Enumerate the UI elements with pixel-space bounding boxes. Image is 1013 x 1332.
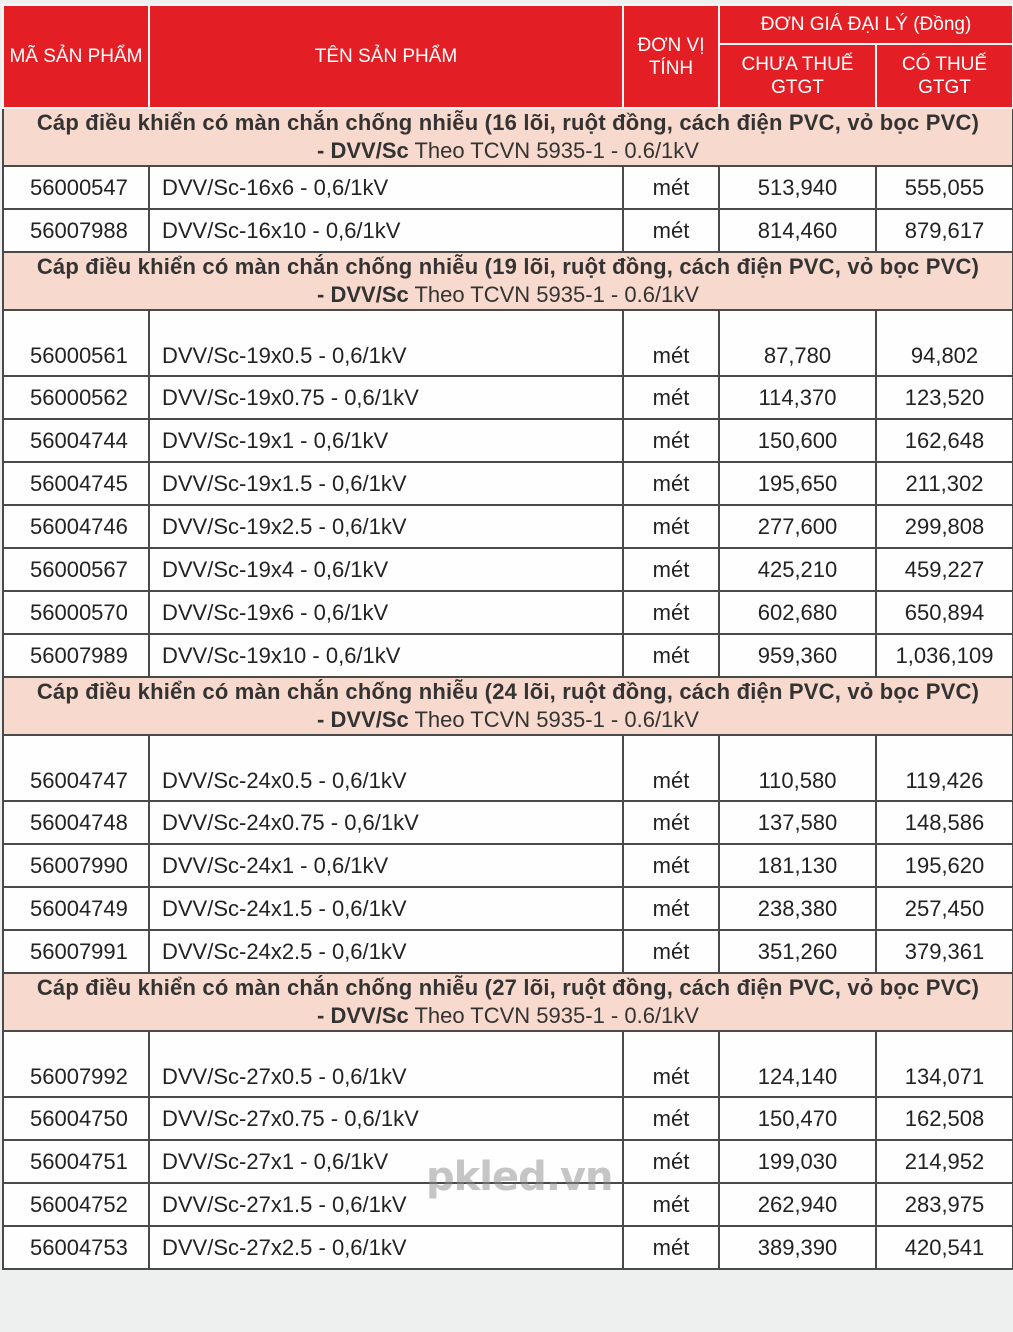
price-pre-tax: 150,470: [719, 1097, 876, 1140]
product-unit: mét: [623, 1031, 719, 1097]
product-code: 56007992: [3, 1031, 149, 1097]
price-pre-tax: 181,130: [719, 844, 876, 887]
product-name: DVV/Sc-19x6 - 0,6/1kV: [149, 591, 623, 634]
price-with-tax: 214,952: [876, 1140, 1013, 1183]
product-unit: mét: [623, 930, 719, 973]
product-code: 56004744: [3, 419, 149, 462]
price-with-tax: 195,620: [876, 844, 1013, 887]
product-name: DVV/Sc-27x1 - 0,6/1kV: [149, 1140, 623, 1183]
table-row: [3, 310, 1013, 376]
header-code: MÃ SẢN PHẨM: [3, 5, 149, 108]
price-with-tax: 94,802: [876, 310, 1013, 376]
section-subtitle-standard: Theo TCVN 5935-1 - 0.6/1kV: [408, 138, 699, 163]
product-name: DVV/Sc-19x1 - 0,6/1kV: [149, 419, 623, 462]
price-with-tax: 257,450: [876, 887, 1013, 930]
header-with-tax: CÓ THUẾ GTGT: [876, 44, 1013, 108]
table-body: [3, 108, 1013, 1269]
product-code: 56007988: [3, 209, 149, 252]
section-subtitle-standard: Theo TCVN 5935-1 - 0.6/1kV: [408, 707, 699, 732]
price-pre-tax: 959,360: [719, 634, 876, 677]
product-name: DVV/Sc-24x2.5 - 0,6/1kV: [149, 930, 623, 973]
table-row: [3, 1031, 1013, 1097]
price-with-tax: 420,541: [876, 1226, 1013, 1269]
product-name: DVV/Sc-19x10 - 0,6/1kV: [149, 634, 623, 677]
price-with-tax: 379,361: [876, 930, 1013, 973]
section-header: [3, 252, 1013, 310]
product-code: 56000547: [3, 166, 149, 209]
product-unit: mét: [623, 505, 719, 548]
product-unit: mét: [623, 462, 719, 505]
product-unit: mét: [623, 1140, 719, 1183]
product-code: 56007990: [3, 844, 149, 887]
section-title-cell: [3, 973, 1013, 1031]
price-pre-tax: 602,680: [719, 591, 876, 634]
product-name: DVV/Sc-24x0.5 - 0,6/1kV: [149, 735, 623, 801]
product-unit: mét: [623, 634, 719, 677]
section-title-cell: [3, 677, 1013, 735]
section-title-cell: [3, 108, 1013, 166]
price-with-tax: 119,426: [876, 735, 1013, 801]
product-name: DVV/Sc-19x4 - 0,6/1kV: [149, 548, 623, 591]
price-pre-tax: 150,600: [719, 419, 876, 462]
price-pre-tax: 513,940: [719, 166, 876, 209]
table-row: [3, 634, 1013, 677]
section-subtitle: [4, 137, 1012, 165]
price-table: [2, 4, 1013, 1270]
product-name: DVV/Sc-27x0.5 - 0,6/1kV: [149, 1031, 623, 1097]
price-with-tax: 283,975: [876, 1183, 1013, 1226]
product-unit: mét: [623, 1226, 719, 1269]
section-title: Cáp điều khiển có màn chắn chống nhiễu (24 lõi, ruột đồng, cách điện PVC, vỏ bọc PVC): [36, 679, 980, 704]
price-pre-tax: 351,260: [719, 930, 876, 973]
product-code: 56004750: [3, 1097, 149, 1140]
product-unit: mét: [623, 801, 719, 844]
table-row: [3, 801, 1013, 844]
price-with-tax: 162,508: [876, 1097, 1013, 1140]
table-row: [3, 1097, 1013, 1140]
product-unit: mét: [623, 1183, 719, 1226]
price-with-tax: 459,227: [876, 548, 1013, 591]
product-unit: mét: [623, 376, 719, 419]
product-name: DVV/Sc-24x1.5 - 0,6/1kV: [149, 887, 623, 930]
table-row: [3, 166, 1013, 209]
section-title: Cáp điều khiển có màn chắn chống nhiễu (16 lõi, ruột đồng, cách điện PVC, vỏ bọc PVC): [36, 110, 980, 135]
product-name: DVV/Sc-16x6 - 0,6/1kV: [149, 166, 623, 209]
price-pre-tax: 277,600: [719, 505, 876, 548]
product-unit: mét: [623, 209, 719, 252]
product-code: 56004751: [3, 1140, 149, 1183]
product-code: 56004752: [3, 1183, 149, 1226]
price-with-tax: 1,036,109: [876, 634, 1013, 677]
product-code: 56004745: [3, 462, 149, 505]
product-unit: mét: [623, 548, 719, 591]
price-pre-tax: 425,210: [719, 548, 876, 591]
section-header: [3, 677, 1013, 735]
section-subtitle-standard: Theo TCVN 5935-1 - 0.6/1kV: [408, 1003, 699, 1028]
product-name: DVV/Sc-27x2.5 - 0,6/1kV: [149, 1226, 623, 1269]
product-name: DVV/Sc-19x0.5 - 0,6/1kV: [149, 310, 623, 376]
section-header: [3, 973, 1013, 1031]
price-pre-tax: 389,390: [719, 1226, 876, 1269]
table-row: [3, 505, 1013, 548]
section-subtitle: [4, 281, 1012, 309]
product-code: 56007991: [3, 930, 149, 973]
price-pre-tax: 262,940: [719, 1183, 876, 1226]
table-row: [3, 1226, 1013, 1269]
price-with-tax: 162,648: [876, 419, 1013, 462]
product-code: 56007989: [3, 634, 149, 677]
product-name: DVV/Sc-19x0.75 - 0,6/1kV: [149, 376, 623, 419]
watermark: pkled.vn: [426, 1154, 613, 1200]
product-code: 56000570: [3, 591, 149, 634]
table-row: [3, 419, 1013, 462]
table-row: [3, 209, 1013, 252]
table-header: [3, 5, 1013, 108]
product-name: DVV/Sc-16x10 - 0,6/1kV: [149, 209, 623, 252]
product-code: 56004749: [3, 887, 149, 930]
section-subtitle-standard: Theo TCVN 5935-1 - 0.6/1kV: [408, 282, 699, 307]
product-name: DVV/Sc-19x2.5 - 0,6/1kV: [149, 505, 623, 548]
table-row: [3, 930, 1013, 973]
product-code: 56004748: [3, 801, 149, 844]
product-code: 56004753: [3, 1226, 149, 1269]
table-row: [3, 462, 1013, 505]
price-with-tax: 134,071: [876, 1031, 1013, 1097]
product-name: DVV/Sc-24x0.75 - 0,6/1kV: [149, 801, 623, 844]
price-pre-tax: 238,380: [719, 887, 876, 930]
product-unit: mét: [623, 419, 719, 462]
product-name: DVV/Sc-19x1.5 - 0,6/1kV: [149, 462, 623, 505]
section-header: [3, 108, 1013, 166]
product-code: 56000562: [3, 376, 149, 419]
product-unit: mét: [623, 735, 719, 801]
section-title: Cáp điều khiển có màn chắn chống nhiễu (19 lõi, ruột đồng, cách điện PVC, vỏ bọc PVC): [36, 254, 980, 279]
section-title: Cáp điều khiển có màn chắn chống nhiễu (27 lõi, ruột đồng, cách điện PVC, vỏ bọc PVC): [36, 975, 980, 1000]
product-name: DVV/Sc-27x0.75 - 0,6/1kV: [149, 1097, 623, 1140]
section-subtitle-code: - DVV/Sc: [317, 282, 409, 307]
header-unit: ĐƠN VỊ TÍNH: [623, 5, 719, 108]
price-with-tax: 555,055: [876, 166, 1013, 209]
price-with-tax: 148,586: [876, 801, 1013, 844]
header-name: TÊN SẢN PHẨM: [149, 5, 623, 108]
product-unit: mét: [623, 1097, 719, 1140]
product-unit: mét: [623, 887, 719, 930]
table-row: [3, 735, 1013, 801]
product-code: 56000561: [3, 310, 149, 376]
product-code: 56000567: [3, 548, 149, 591]
price-pre-tax: 195,650: [719, 462, 876, 505]
product-unit: mét: [623, 591, 719, 634]
price-pre-tax: 199,030: [719, 1140, 876, 1183]
section-subtitle: [4, 706, 1012, 734]
table-row: [3, 844, 1013, 887]
product-unit: mét: [623, 844, 719, 887]
price-with-tax: 650,894: [876, 591, 1013, 634]
price-with-tax: 211,302: [876, 462, 1013, 505]
price-pre-tax: 124,140: [719, 1031, 876, 1097]
product-code: 56004746: [3, 505, 149, 548]
product-name: DVV/Sc-24x1 - 0,6/1kV: [149, 844, 623, 887]
header-price-group: ĐƠN GIÁ ĐẠI LÝ (Đồng): [719, 5, 1013, 44]
section-subtitle: [4, 1002, 1012, 1030]
product-code: 56004747: [3, 735, 149, 801]
price-pre-tax: 110,580: [719, 735, 876, 801]
table-row: [3, 591, 1013, 634]
header-pre-tax: CHƯA THUẾ GTGT: [719, 44, 876, 108]
price-pre-tax: 814,460: [719, 209, 876, 252]
section-subtitle-code: - DVV/Sc: [317, 138, 409, 163]
product-unit: mét: [623, 166, 719, 209]
price-with-tax: 299,808: [876, 505, 1013, 548]
section-subtitle-code: - DVV/Sc: [317, 1003, 409, 1028]
product-unit: mét: [623, 310, 719, 376]
section-title-cell: [3, 252, 1013, 310]
price-with-tax: 879,617: [876, 209, 1013, 252]
section-subtitle-code: - DVV/Sc: [317, 707, 409, 732]
table-row: [3, 376, 1013, 419]
price-with-tax: 123,520: [876, 376, 1013, 419]
price-pre-tax: 87,780: [719, 310, 876, 376]
table-row: [3, 887, 1013, 930]
table-row: [3, 548, 1013, 591]
price-pre-tax: 114,370: [719, 376, 876, 419]
price-pre-tax: 137,580: [719, 801, 876, 844]
product-name: DVV/Sc-27x1.5 - 0,6/1kV: [149, 1183, 623, 1226]
